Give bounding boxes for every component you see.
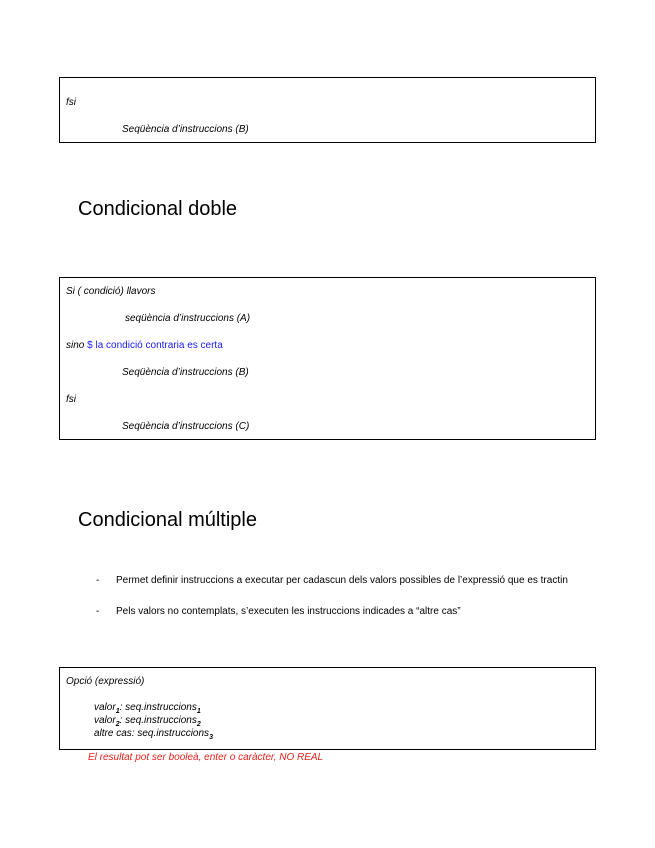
code-line-seq-c: Seqüència d’instruccions (C) bbox=[122, 421, 250, 432]
code-box-3 bbox=[59, 667, 596, 750]
code-line-opcio: Opció (expressió) bbox=[66, 676, 145, 687]
valor2-rest: : seq.instruccions bbox=[119, 715, 197, 726]
bullet-item-1 bbox=[96, 574, 596, 602]
valor1-sub2: 1 bbox=[196, 708, 201, 715]
type-note: El resultat pot ser booleà, enter o caràcter, NO REAL bbox=[88, 752, 324, 763]
bullet-text: Pels valors no contemplats, s’executen les instruccions indicades a “altre cas” bbox=[116, 606, 461, 617]
code-line-seq-b: Seqüència d’instruccions (B) bbox=[122, 124, 249, 135]
bullet-dash: - bbox=[96, 606, 100, 617]
valor1-label: valor bbox=[94, 702, 116, 713]
code-line-fsi: fsi bbox=[66, 97, 76, 108]
bullet-text: Permet definir instruccions a executar per cadascun dels valors possibles de l’expressió que es tractin bbox=[116, 575, 568, 586]
valor1-rest: : seq.instruccions bbox=[119, 702, 197, 713]
valor1-sub: 1 bbox=[115, 708, 120, 715]
valor2-sub: 2 bbox=[115, 721, 120, 728]
code-line-seq-b2: Seqüència d’instruccions (B) bbox=[122, 367, 249, 378]
bullet-dash: - bbox=[96, 575, 100, 586]
sino-keyword: sino bbox=[66, 340, 85, 351]
valor2-sub2: 2 bbox=[196, 721, 201, 728]
bullet-item-2 bbox=[96, 605, 596, 619]
code-line-fsi2: fsi bbox=[66, 394, 76, 405]
heading-condicional-multiple: Condicional múltiple bbox=[78, 509, 257, 531]
valor2-label: valor bbox=[94, 715, 116, 726]
heading-condicional-doble: Condicional doble bbox=[78, 198, 238, 220]
code-line-seq-a: seqüència d’instruccions (A) bbox=[125, 313, 251, 324]
code-line-si: Si ( condició) llavors bbox=[66, 286, 156, 297]
altre-cas-sub: 3 bbox=[209, 734, 213, 741]
code-box-1 bbox=[59, 77, 596, 143]
sino-comment: $ la condició contraria es certa bbox=[87, 340, 223, 351]
code-line-sino bbox=[66, 340, 223, 352]
code-box-2 bbox=[59, 277, 596, 440]
altre-cas-text: altre cas: seq.instruccions bbox=[94, 728, 210, 739]
code-line-altre-cas bbox=[94, 728, 213, 744]
